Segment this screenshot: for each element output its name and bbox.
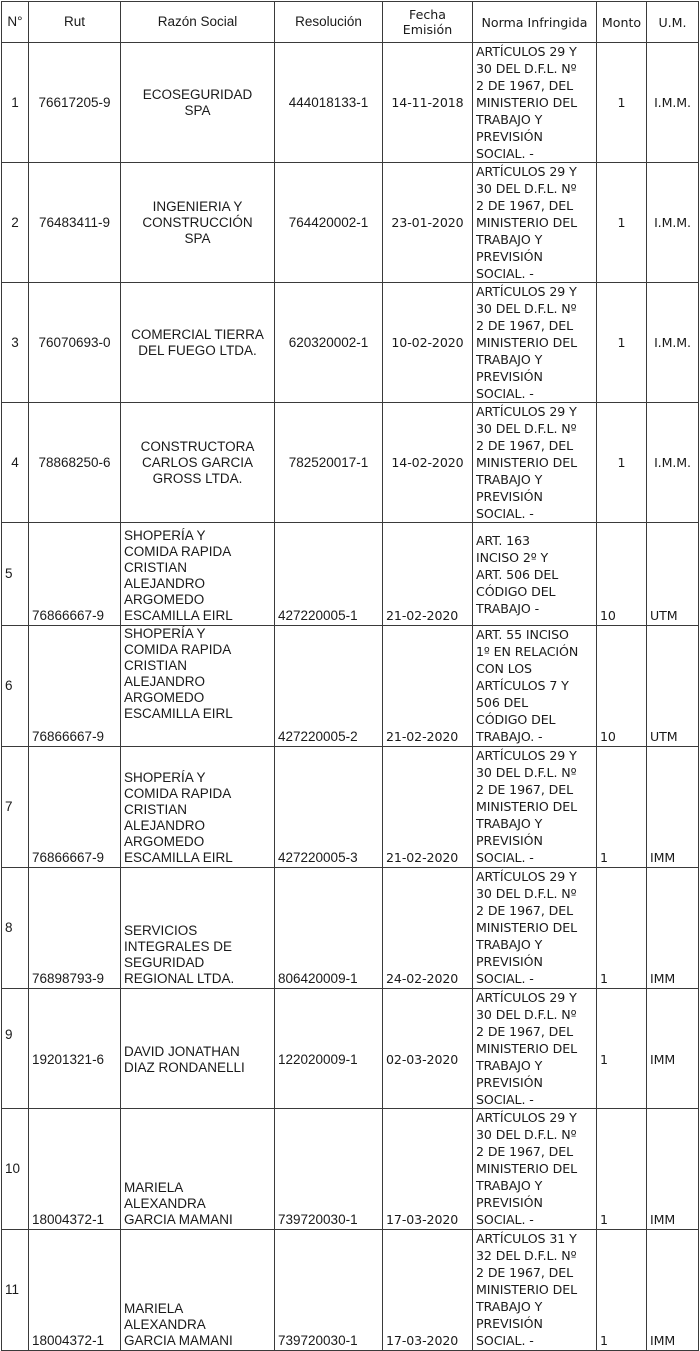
cell-n: 5 (2, 523, 29, 626)
table-row (2, 163, 699, 283)
cell-razon-social: MARIELA ALEXANDRA GARCIA MAMANI (121, 1109, 275, 1230)
table-row (2, 1109, 699, 1230)
table-row (2, 43, 699, 163)
cell-razon-social: SHOPERÍA Y COMIDA RAPIDA CRISTIAN ALEJANDRO ARGOMEDO ESCAMILLA EIRL (121, 523, 275, 626)
table-row (2, 989, 699, 1109)
header-fecha-emision: Fecha Emisión (383, 2, 473, 43)
cell-n: 6 (2, 626, 29, 747)
cell-rut: 78868250-6 (29, 403, 121, 523)
cell-n: 1 (2, 43, 29, 163)
cell-norma: ARTÍCULOS 29 Y 30 DEL D.F.L. Nº 2 DE 1967, DEL MINISTERIO DEL TRABAJO Y PREVISIÓN SOCIAL. - (473, 163, 597, 283)
cell-n: 4 (2, 403, 29, 523)
cell-norma: ARTÍCULOS 29 Y 30 DEL D.F.L. Nº 2 DE 1967, DEL MINISTERIO DEL TRABAJO Y PREVISIÓN SOCIAL. - (473, 1109, 597, 1230)
cell-razon-social: SERVICIOS INTEGRALES DE SEGURIDAD REGIONAL LTDA. (121, 868, 275, 989)
cell-resolucion: 427220005-3 (275, 747, 383, 868)
header-monto: Monto (597, 2, 647, 43)
cell-razon-social: SHOPERÍA Y COMIDA RAPIDA CRISTIAN ALEJANDRO ARGOMEDO ESCAMILLA EIRL (121, 747, 275, 868)
table-row (2, 283, 699, 403)
cell-fecha: 24-02-2020 (383, 868, 473, 989)
cell-rut: 76070693-0 (29, 283, 121, 403)
fecha-value: 02-03-2020 (386, 1052, 459, 1067)
table-row (2, 1230, 699, 1351)
header-rut: Rut (29, 2, 121, 43)
cell-monto: 1 (597, 868, 647, 989)
cell-n: 7 (2, 747, 29, 868)
cell-um (647, 989, 699, 1109)
rut-value: 19201321-6 (32, 1051, 105, 1067)
cell-rut: 18004372-1 (29, 1109, 121, 1230)
cell-razon-social: SHOPERÍA Y COMIDA RAPIDA CRISTIAN ALEJANDRO ARGOMEDO ESCAMILLA EIRL (121, 626, 275, 747)
table-row (2, 626, 699, 747)
cell-monto: 10 (597, 626, 647, 747)
cell-n: 11 (2, 1230, 29, 1351)
cell-n: 3 (2, 283, 29, 403)
cell-n: 8 (2, 868, 29, 989)
cell-razon-social: MARIELA ALEXANDRA GARCIA MAMANI (121, 1230, 275, 1351)
cell-um: I.M.M. (647, 163, 699, 283)
cell-um: IMM (647, 1109, 699, 1230)
cell-razon-social (121, 989, 275, 1109)
cell-um: UTM (647, 523, 699, 626)
cell-norma: ART. 55 INCISO 1º EN RELACIÓN CON LOS ARTÍCULOS 7 Y 506 DEL CÓDIGO DEL TRABAJO. - (473, 626, 597, 747)
cell-monto: 1 (597, 403, 647, 523)
cell-um: I.M.M. (647, 403, 699, 523)
cell-monto: 1 (597, 283, 647, 403)
table-row (2, 523, 699, 626)
cell-norma: ARTÍCULOS 29 Y 30 DEL D.F.L. Nº 2 DE 1967, DEL MINISTERIO DEL TRABAJO Y PREVISIÓN SOCIAL. - (473, 989, 597, 1109)
cell-um: I.M.M. (647, 283, 699, 403)
row-number: 9 (5, 1026, 13, 1042)
header-norma-infringida: Norma Infringida (473, 2, 597, 43)
cell-um: IMM (647, 868, 699, 989)
cell-resolucion: 764420002-1 (275, 163, 383, 283)
resolucion-value: 122020009-1 (278, 1051, 358, 1067)
cell-razon-social: ECOSEGURIDAD SPA (121, 43, 275, 163)
cell-monto: 1 (597, 747, 647, 868)
cell-resolucion: 427220005-1 (275, 523, 383, 626)
cell-resolucion: 806420009-1 (275, 868, 383, 989)
cell-n: 2 (2, 163, 29, 283)
cell-resolucion: 444018133-1 (275, 43, 383, 163)
cell-rut: 76866667-9 (29, 523, 121, 626)
cell-norma: ARTÍCULOS 29 Y 30 DEL D.F.L. Nº 2 DE 1967, DEL MINISTERIO DEL TRABAJO Y PREVISIÓN SOCIAL. - (473, 403, 597, 523)
cell-norma: ART. 163 INCISO 2º Y ART. 506 DEL CÓDIGO DEL TRABAJO - (473, 523, 597, 626)
cell-fecha (383, 989, 473, 1109)
cell-rut: 76898793-9 (29, 868, 121, 989)
cell-norma: ARTÍCULOS 31 Y 32 DEL D.F.L. Nº 2 DE 1967, DEL MINISTERIO DEL TRABAJO Y PREVISIÓN SOCIAL. - (473, 1230, 597, 1351)
cell-razon-social: CONSTRUCTORA CARLOS GARCIA GROSS LTDA. (121, 403, 275, 523)
cell-um: IMM (647, 1230, 699, 1351)
cell-fecha: 17-03-2020 (383, 1230, 473, 1351)
cell-fecha: 14-02-2020 (383, 403, 473, 523)
cell-fecha: 21-02-2020 (383, 747, 473, 868)
table-row (2, 868, 699, 989)
cell-resolucion: 739720030-1 (275, 1109, 383, 1230)
cell-norma: ARTÍCULOS 29 Y 30 DEL D.F.L. Nº 2 DE 1967, DEL MINISTERIO DEL TRABAJO Y PREVISIÓN SOCIAL. - (473, 283, 597, 403)
cell-um: UTM (647, 626, 699, 747)
table-row (2, 403, 699, 523)
sanctions-table (1, 1, 699, 1351)
cell-fecha: 23-01-2020 (383, 163, 473, 283)
cell-monto: 10 (597, 523, 647, 626)
cell-fecha: 17-03-2020 (383, 1109, 473, 1230)
cell-um: I.M.M. (647, 43, 699, 163)
cell-rut: 76483411-9 (29, 163, 121, 283)
cell-rut: 76617205-9 (29, 43, 121, 163)
cell-razon-social: INGENIERIA Y CONSTRUCCIÓN SPA (121, 163, 275, 283)
cell-fecha: 14-11-2018 (383, 43, 473, 163)
cell-n: 10 (2, 1109, 29, 1230)
cell-rut: 76866667-9 (29, 747, 121, 868)
cell-razon-social: COMERCIAL TIERRA DEL FUEGO LTDA. (121, 283, 275, 403)
cell-fecha: 10-02-2020 (383, 283, 473, 403)
cell-resolucion: 620320002-1 (275, 283, 383, 403)
cell-n (2, 989, 29, 1109)
header-resolucion: Resolución (275, 2, 383, 43)
monto-value: 1 (600, 1052, 608, 1067)
header-row (2, 2, 699, 43)
header-um: U.M. (647, 2, 699, 43)
cell-resolucion: 739720030-1 (275, 1230, 383, 1351)
cell-resolucion (275, 989, 383, 1109)
cell-resolucion: 782520017-1 (275, 403, 383, 523)
cell-norma: ARTÍCULOS 29 Y 30 DEL D.F.L. Nº 2 DE 1967, DEL MINISTERIO DEL TRABAJO Y PREVISIÓN SOCIAL. - (473, 747, 597, 868)
table-row (2, 747, 699, 868)
cell-resolucion: 427220005-2 (275, 626, 383, 747)
razon-social-value: DAVID JONATHAN DIAZ RONDANELLI (124, 1043, 245, 1075)
cell-rut: 18004372-1 (29, 1230, 121, 1351)
cell-fecha: 21-02-2020 (383, 626, 473, 747)
um-value: IMM (650, 1052, 676, 1067)
cell-monto (597, 989, 647, 1109)
cell-norma: ARTÍCULOS 29 Y 30 DEL D.F.L. Nº 2 DE 1967, DEL MINISTERIO DEL TRABAJO Y PREVISIÓN SOCIAL. - (473, 868, 597, 989)
header-razon-social: Razón Social (121, 2, 275, 43)
cell-monto: 1 (597, 43, 647, 163)
cell-monto: 1 (597, 163, 647, 283)
cell-monto: 1 (597, 1109, 647, 1230)
cell-rut: 76866667-9 (29, 626, 121, 747)
cell-monto: 1 (597, 1230, 647, 1351)
cell-rut (29, 989, 121, 1109)
cell-fecha: 21-02-2020 (383, 523, 473, 626)
header-n: N° (2, 2, 29, 43)
cell-norma: ARTÍCULOS 29 Y 30 DEL D.F.L. Nº 2 DE 1967, DEL MINISTERIO DEL TRABAJO Y PREVISIÓN SOCIAL. - (473, 43, 597, 163)
cell-um: IMM (647, 747, 699, 868)
